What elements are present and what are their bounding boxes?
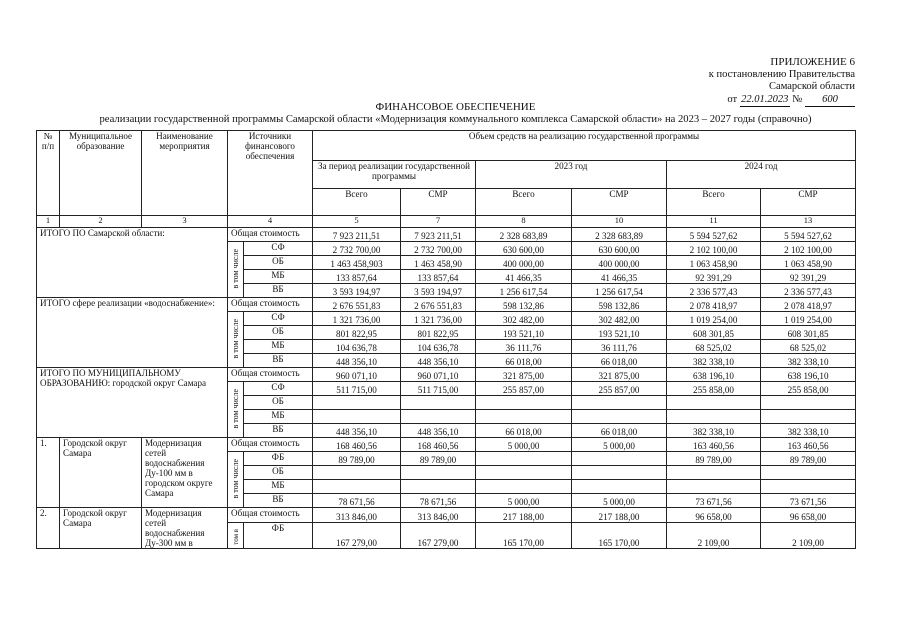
s2-total-v5: 2 078 418,97: [667, 298, 761, 312]
r1-event: Модернизация сетей водоснабжения Ду-100 мм в городском округе Самара: [142, 438, 228, 508]
r2-fb-v3: 165 170,00: [476, 523, 572, 549]
s2-vb-label: ВБ: [244, 354, 313, 368]
r1-total-v2: 168 460,56: [401, 438, 476, 452]
r1-total-v4: 5 000,00: [572, 438, 667, 452]
colnum-3: 3: [142, 216, 228, 228]
s2-total-row: [37, 298, 856, 312]
r2-fb-v2: 167 279,00: [401, 523, 476, 549]
s1-title: ИТОГО ПО Самарской области:: [37, 228, 228, 298]
s2-ob-v5: 608 301,85: [667, 326, 761, 340]
s3-incl-label: в том числе: [228, 382, 244, 438]
s2-vb-v2: 448 356,10: [401, 354, 476, 368]
s2-vb-v4: 66 018,00: [572, 354, 667, 368]
s1-vb-v5: 2 336 577,43: [667, 284, 761, 298]
s2-vb-v1: 448 356,10: [313, 354, 401, 368]
colnum-10: 10: [572, 216, 667, 228]
hdr-smr-2023: СМР: [572, 189, 667, 216]
r2-total-v3: 217 188,00: [476, 508, 572, 523]
r1-num: 1.: [37, 438, 60, 508]
s1-sf-v2: 2 732 700,00: [401, 242, 476, 256]
document-heading: ФИНАНСОВОЕ ОБЕСПЕЧЕНИЕ: [375, 101, 536, 113]
r1-vb-v1: 78 671,56: [313, 494, 401, 508]
s3-ob-label: ОБ: [244, 396, 313, 410]
s1-ob-v2: 1 463 458,90: [401, 256, 476, 270]
s3-total-v6: 638 196,10: [761, 368, 856, 382]
r1-fb-v1: 89 789,00: [313, 452, 401, 466]
s1-total-label: Общая стоимость: [228, 228, 313, 242]
s3-vb-v5: 382 338,10: [667, 424, 761, 438]
s2-total-v1: 2 676 551,83: [313, 298, 401, 312]
colnum-8: 8: [476, 216, 572, 228]
colnum-5: 5: [313, 216, 401, 228]
r1-total-v1: 168 460,56: [313, 438, 401, 452]
s1-vb-label: ВБ: [244, 284, 313, 298]
s2-sf-v3: 302 482,00: [476, 312, 572, 326]
s2-mb-v4: 36 111,76: [572, 340, 667, 354]
appendix-line2: Самарской области: [769, 81, 855, 92]
hdr-2023: 2023 год: [476, 161, 667, 189]
colnum-13: 13: [761, 216, 856, 228]
r2-incl-label: втом: [228, 523, 244, 549]
r1-total-label: Общая стоимость: [228, 438, 313, 452]
s1-mb-v2: 133 857,64: [401, 270, 476, 284]
r2-fb-v6: 2 109,00: [761, 523, 856, 549]
s2-mb-v6: 68 525,02: [761, 340, 856, 354]
s1-vb-v4: 1 256 617,54: [572, 284, 667, 298]
appendix-date: 22.01.2023: [740, 94, 790, 108]
r1-total-v6: 163 460,56: [761, 438, 856, 452]
s3-vb-v6: 382 338,10: [761, 424, 856, 438]
r2-total-label: Общая стоимость: [228, 508, 313, 523]
r2-num: 2.: [37, 508, 60, 549]
colnum-4: 4: [228, 216, 313, 228]
s1-ob-v1: 1 463 458,903: [313, 256, 401, 270]
s1-sf-v5: 2 102 100,00: [667, 242, 761, 256]
hdr-total-2024: Всего: [667, 189, 761, 216]
s2-sf-v6: 1 019 254,00: [761, 312, 856, 326]
s3-total-v3: 321 875,00: [476, 368, 572, 382]
s2-vb-v5: 382 338,10: [667, 354, 761, 368]
r1-municipality: Городской округ Самара: [60, 438, 142, 508]
r1-vb-v6: 73 671,56: [761, 494, 856, 508]
s2-mb-v3: 36 111,76: [476, 340, 572, 354]
r1-fb-v3: [476, 452, 572, 466]
s2-ob-v2: 801 822,95: [401, 326, 476, 340]
s2-mb-v5: 68 525,02: [667, 340, 761, 354]
s3-total-v4: 321 875,00: [572, 368, 667, 382]
colnum-1: 1: [37, 216, 60, 228]
s1-ob-v5: 1 063 458,90: [667, 256, 761, 270]
appendix-block: [709, 56, 855, 107]
s1-vb-v2: 3 593 194,97: [401, 284, 476, 298]
appendix-number-label: №: [792, 93, 803, 105]
r1-fb-v5: 89 789,00: [667, 452, 761, 466]
s3-total-row: [37, 368, 856, 382]
colnum-2: 2: [60, 216, 142, 228]
s1-vb-v6: 2 336 577,43: [761, 284, 856, 298]
s1-mb-v4: 41 466,35: [572, 270, 667, 284]
s2-sf-label: СФ: [244, 312, 313, 326]
s2-vb-v6: 382 338,10: [761, 354, 856, 368]
s1-vb-v1: 3 593 194,97: [313, 284, 401, 298]
r2-event: Модернизация сетей водоснабжения Ду-300 мм в: [142, 508, 228, 549]
s2-ob-v4: 193 521,10: [572, 326, 667, 340]
r1-fb-v2: 89 789,00: [401, 452, 476, 466]
s3-vb-v4: 66 018,00: [572, 424, 667, 438]
appendix-line1: к постановлению Правительства: [708, 68, 855, 80]
s1-total-row: [37, 228, 856, 242]
s1-total-v3: 2 328 683,89: [476, 228, 572, 242]
s3-total-v2: 960 071,10: [401, 368, 476, 382]
r1-total-v5: 163 460,56: [667, 438, 761, 452]
s3-sf-v1: 511 715,00: [313, 382, 401, 396]
s3-vb-label: ВБ: [244, 424, 313, 438]
s1-sf-label: СФ: [244, 242, 313, 256]
colnum-11: 11: [667, 216, 761, 228]
s1-sf-v1: 2 732 700,00: [313, 242, 401, 256]
s2-ob-v3: 193 521,10: [476, 326, 572, 340]
s3-sf-label: СФ: [244, 382, 313, 396]
appendix-number: 600: [805, 94, 855, 108]
r2-fb-label: ФБ: [244, 523, 313, 549]
hdr-sources: Источники финансового обеспечения: [228, 131, 313, 216]
hdr-2024: 2024 год: [667, 161, 856, 189]
s2-total-v3: 598 132,86: [476, 298, 572, 312]
s3-title: ИТОГО ПО МУНИЦИПАЛЬНОМУ ОБРАЗОВАНИЮ: городской округ Самара: [37, 368, 228, 438]
s2-ob-v6: 608 301,85: [761, 326, 856, 340]
s2-total-v4: 598 132,86: [572, 298, 667, 312]
s1-sf-v6: 2 102 100,00: [761, 242, 856, 256]
r2-total-v4: 217 188,00: [572, 508, 667, 523]
finance-table: [36, 130, 856, 549]
s1-total-v2: 7 923 211,51: [401, 228, 476, 242]
hdr-event: Наименование мероприятия: [142, 131, 228, 216]
s1-mb-v3: 41 466,35: [476, 270, 572, 284]
r1-vb-label: ВБ: [244, 494, 313, 508]
document-subheading: реализации государственной программы Самарской области «Модернизация коммунального комплекса Самарской области» на 2023 – 2027 годы (справочно): [99, 114, 812, 125]
s2-incl-label: в том числе: [228, 312, 244, 368]
r2-total-v2: 313 846,00: [401, 508, 476, 523]
r1-vb-v2: 78 671,56: [401, 494, 476, 508]
r1-incl-label: в том числе: [228, 452, 244, 508]
r1-total-v3: 5 000,00: [476, 438, 572, 452]
r2-municipality: Городской округ Самара: [60, 508, 142, 549]
appendix-title: ПРИЛОЖЕНИЕ 6: [770, 56, 855, 68]
colnum-7: 7: [401, 216, 476, 228]
r1-fb-v6: 89 789,00: [761, 452, 856, 466]
s1-mb-label: МБ: [244, 270, 313, 284]
s2-mb-v1: 104 636,78: [313, 340, 401, 354]
r2-total-row: [37, 508, 856, 523]
r2-fb-v4: 165 170,00: [572, 523, 667, 549]
s3-sf-v6: 255 858,00: [761, 382, 856, 396]
hdr-total-2023: Всего: [476, 189, 572, 216]
s3-mb-label: МБ: [244, 410, 313, 424]
r1-fb-v4: [572, 452, 667, 466]
s2-sf-v2: 1 321 736,00: [401, 312, 476, 326]
r1-vb-v4: 5 000,00: [572, 494, 667, 508]
hdr-municipality: Муниципальное образование: [60, 131, 142, 216]
r1-fb-label: ФБ: [244, 452, 313, 466]
s2-mb-label: МБ: [244, 340, 313, 354]
s2-sf-v1: 1 321 736,00: [313, 312, 401, 326]
r1-vb-v5: 73 671,56: [667, 494, 761, 508]
s3-vb-v1: 448 356,10: [313, 424, 401, 438]
hdr-total-period: Всего: [313, 189, 401, 216]
s1-total-v4: 2 328 683,89: [572, 228, 667, 242]
hdr-num: № п/п: [37, 131, 60, 216]
s1-total-v1: 7 923 211,51: [313, 228, 401, 242]
s1-total-v6: 5 594 527,62: [761, 228, 856, 242]
s2-total-label: Общая стоимость: [228, 298, 313, 312]
s1-sf-v3: 630 600,00: [476, 242, 572, 256]
r1-total-row: [37, 438, 856, 452]
s3-sf-v4: 255 857,00: [572, 382, 667, 396]
s2-sf-v4: 302 482,00: [572, 312, 667, 326]
s3-sf-v5: 255 858,00: [667, 382, 761, 396]
r2-total-v5: 96 658,00: [667, 508, 761, 523]
s2-total-v6: 2 078 418,97: [761, 298, 856, 312]
r1-vb-v3: 5 000,00: [476, 494, 572, 508]
appendix-from: от: [727, 93, 738, 105]
s1-total-v5: 5 594 527,62: [667, 228, 761, 242]
s1-incl-label: в том числе: [228, 242, 244, 298]
s1-ob-label: ОБ: [244, 256, 313, 270]
s1-ob-v6: 1 063 458,90: [761, 256, 856, 270]
hdr-smr-2024: СМР: [761, 189, 856, 216]
s3-total-label: Общая стоимость: [228, 368, 313, 382]
s2-title: ИТОГО сфере реализации «водоснабжение»:: [37, 298, 228, 368]
column-numbers-row: [37, 216, 856, 228]
r2-total-v6: 96 658,00: [761, 508, 856, 523]
hdr-volume: Объем средств на реализацию государственной программы: [313, 131, 856, 161]
s1-mb-v5: 92 391,29: [667, 270, 761, 284]
r2-fb-v5: 2 109,00: [667, 523, 761, 549]
s1-mb-v6: 92 391,29: [761, 270, 856, 284]
hdr-period: За период реализации государственной программы: [313, 161, 476, 189]
r2-fb-v1: 167 279,00: [313, 523, 401, 549]
s2-ob-label: ОБ: [244, 326, 313, 340]
s2-mb-v2: 104 636,78: [401, 340, 476, 354]
s2-total-v2: 2 676 551,83: [401, 298, 476, 312]
s3-total-v1: 960 071,10: [313, 368, 401, 382]
s1-mb-v1: 133 857,64: [313, 270, 401, 284]
s2-ob-v1: 801 822,95: [313, 326, 401, 340]
s3-vb-v3: 66 018,00: [476, 424, 572, 438]
r1-mb-label: МБ: [244, 480, 313, 494]
s3-total-v5: 638 196,10: [667, 368, 761, 382]
s2-sf-v5: 1 019 254,00: [667, 312, 761, 326]
s3-sf-v2: 511 715,00: [401, 382, 476, 396]
s1-sf-v4: 630 600,00: [572, 242, 667, 256]
s1-vb-v3: 1 256 617,54: [476, 284, 572, 298]
r2-total-v1: 313 846,00: [313, 508, 401, 523]
r1-ob-label: ОБ: [244, 466, 313, 480]
s3-sf-v3: 255 857,00: [476, 382, 572, 396]
s3-vb-v2: 448 356,10: [401, 424, 476, 438]
hdr-smr-period: СМР: [401, 189, 476, 216]
s1-ob-v3: 400 000,00: [476, 256, 572, 270]
s2-vb-v3: 66 018,00: [476, 354, 572, 368]
s1-ob-v4: 400 000,00: [572, 256, 667, 270]
